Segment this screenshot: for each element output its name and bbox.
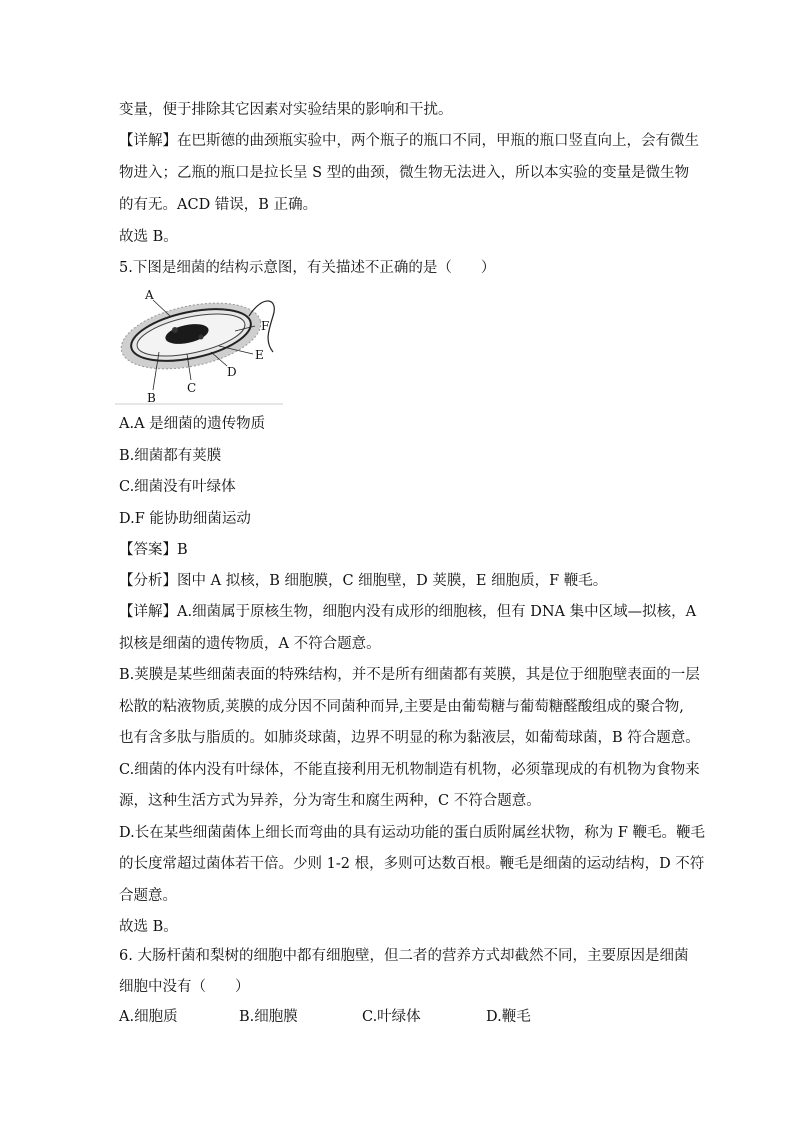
- detail-line: 松散的粘液物质,荚膜的成分因不同菌种而异,主要是由葡萄糖与葡萄糖醛酸组成的聚合物,: [119, 699, 684, 715]
- q6-option-c: C.叶绿体: [362, 1009, 421, 1025]
- option-c: C.细菌没有叶绿体: [119, 479, 236, 495]
- figure-label-a: A: [145, 288, 154, 302]
- answer-tag: 【答案】: [119, 542, 177, 558]
- paragraph-line: [119, 131, 699, 151]
- bacteria-diagram: [115, 286, 285, 406]
- answer-value: B: [177, 542, 188, 558]
- detail-line: 源，这种生活方式为异养，分为寄生和腐生两种，C 不符合题意。: [119, 793, 541, 809]
- q6-option-a: A.细胞质: [119, 1009, 178, 1025]
- detail-tag: 【详解】: [119, 133, 177, 149]
- paragraph-line: 的有无。ACD 错误，B 正确。: [119, 197, 318, 213]
- analysis-tag: 【分析】: [119, 573, 177, 589]
- conclusion-line: 故选 B。: [119, 229, 178, 245]
- detail-line: 也有含多肽与脂质的。如肺炎球菌，边界不明显的称为黏液层，如葡萄球菌，B 符合题意。: [119, 730, 700, 746]
- paragraph-line: 物进入；乙瓶的瓶口是拉长呈 S 型的曲颈，微生物无法进入，所以本实验的变量是微生物: [119, 165, 690, 181]
- detail-line: [119, 602, 697, 622]
- bacteria-diagram-svg: [115, 286, 285, 406]
- question-6-stem-cont: 细胞中没有（ ）: [119, 979, 250, 995]
- q6-option-d: D.鞭毛: [486, 1009, 531, 1025]
- figure-label-c: C: [187, 381, 197, 395]
- option-d: D.F 能协助细菌运动: [119, 511, 251, 527]
- paragraph-line: 变量，便于排除其它因素对实验结果的影响和干扰。: [119, 102, 453, 118]
- detail-line: 合题意。: [119, 888, 177, 904]
- option-a: A.A 是细菌的遗传物质: [119, 416, 266, 432]
- q6-option-b: B.细胞膜: [239, 1009, 298, 1025]
- detail-line: B.荚膜是某些细菌表面的特殊结构，并不是所有细菌都有荚膜，其是位于细胞壁表面的一层: [119, 667, 700, 683]
- answer-line: [119, 540, 679, 560]
- figure-label-f: F: [261, 319, 270, 333]
- conclusion-line: 故选 B。: [119, 919, 178, 935]
- detail-tag: 【详解】: [119, 604, 177, 620]
- figure-label-b: B: [147, 391, 156, 405]
- question-5-stem: 5.下图是细菌的结构示意图，有关描述不正确的是（ ）: [119, 260, 496, 276]
- option-b: B.细菌都有荚膜: [119, 448, 222, 464]
- figure-label-e: E: [255, 348, 264, 362]
- analysis-text: 图中 A 拟核，B 细胞膜，C 细胞壁，D 荚膜，E 细胞质，F 鞭毛。: [177, 573, 608, 589]
- figure-label-d: D: [227, 365, 237, 379]
- detail-text: 在巴斯德的曲颈瓶实验中，两个瓶子的瓶口不同，甲瓶的瓶口竖直向上，会有微生: [177, 133, 699, 149]
- question-6-stem: 6. 大肠杆菌和梨树的细胞中都有细胞壁，但二者的营养方式却截然不同，主要原因是细菌: [119, 948, 689, 964]
- detail-text: A.细菌属于原核生物，细胞内没有成形的细胞核，但有 DNA 集中区域—拟核，A: [177, 604, 697, 620]
- analysis-line: [119, 571, 679, 591]
- detail-line: 的长度常超过菌体若干倍。少则 1-2 根，多则可达数百根。鞭毛是细菌的运动结构，D 不符: [119, 856, 705, 872]
- detail-line: 拟核是细菌的遗传物质，A 不符合题意。: [119, 636, 381, 652]
- detail-line: C.细菌的体内没有叶绿体，不能直接利用无机物制造有机物，必须靠现成的有机物为食物来: [119, 762, 700, 778]
- detail-line: D.长在某些细菌菌体上细长而弯曲的具有运动功能的蛋白质附属丝状物，称为 F 鞭毛。鞭毛: [119, 825, 705, 841]
